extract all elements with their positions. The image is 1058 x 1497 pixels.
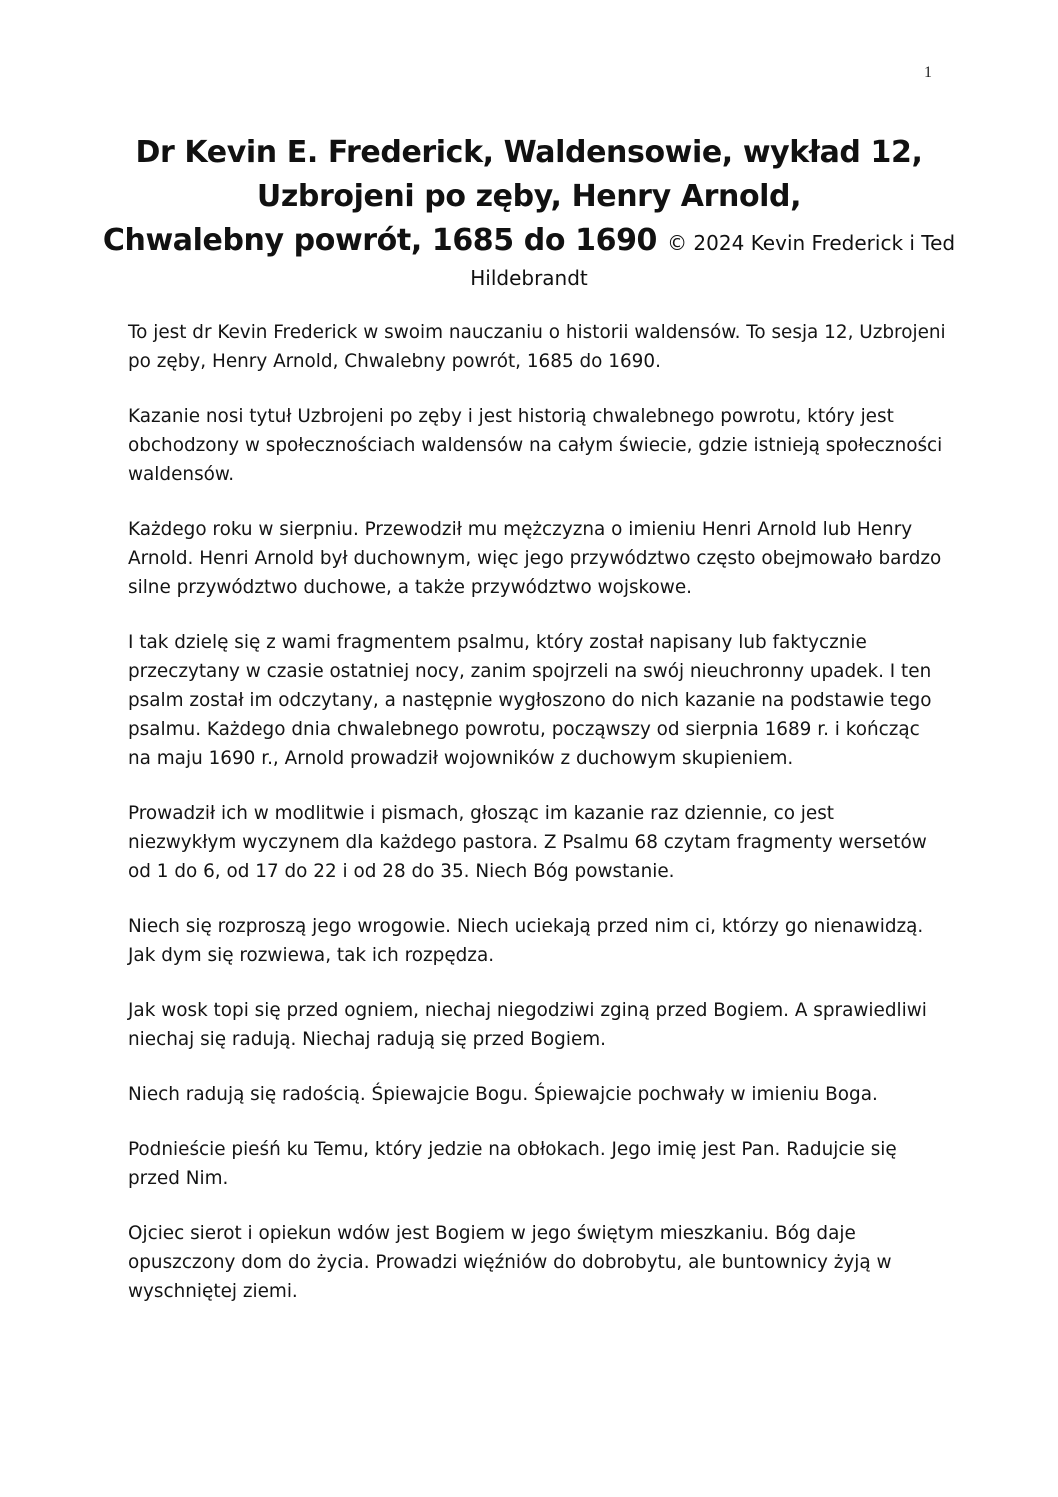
paragraph: Niech się rozproszą jego wrogowie. Niech uciekają przed nim ci, którzy go nienawidzą. Jak dym się rozwiewa, tak ich rozpędza. [128,916,924,966]
title-line-3 [0,219,1058,265]
title-line-3-text: Chwalebny powrót, 1685 do 1690 [102,223,658,258]
document-title [0,131,1058,293]
title-line-2: Uzbrojeni po zęby, Henry Arnold, [256,179,802,214]
paragraph: To jest dr Kevin Frederick w swoim nauczaniu o historii waldensów. To sesja 12, Uzbrojeni po zęby, Henry Arnold, Chwalebny powrót, 1685 do 1690. [128,322,946,372]
paragraph: Prowadził ich w modlitwie i pismach, głosząc im kazanie raz dziennie, co jest niezwykłym wyczynem dla każdego pastora. Z Psalmu 68 czytam fragmenty wersetów od 1 do 6, od 17 do 22 i od 28 do 35. Niech Bóg powstanie. [128,803,927,882]
title-line-1: Dr Kevin E. Frederick, Waldensowie, wykład 12, [135,135,923,170]
paragraph: Kazanie nosi tytuł Uzbrojeni po zęby i jest historią chwalebnego powrotu, który jest obchodzony w społecznościach waldensów na całym świecie, gdzie istnieją społeczności waldensów. [128,406,943,485]
paragraph: Niech radują się radością. Śpiewajcie Bogu. Śpiewajcie pochwały w imieniu Boga. [128,1084,878,1105]
copyright-notice: © 2024 Kevin Frederick i Ted [667,231,956,255]
page-number: 1 [924,64,932,81]
copyright-notice-cont: Hildebrandt [470,266,588,290]
paragraph: Każdego roku w sierpniu. Przewodził mu mężczyzna o imieniu Henri Arnold lub Henry Arnold. Henri Arnold był duchownym, więc jego przywództwo często obejmowało bardzo silne przywództwo duchowe, a także przywództwo wojskowe. [128,519,942,598]
paragraph: Jak wosk topi się przed ogniem, niechaj niegodziwi zginą przed Bogiem. A sprawiedliwi niechaj się radują. Niechaj radują się przed Bogiem. [128,1000,927,1050]
paragraph: Podnieście pieśń ku Temu, który jedzie na obłokach. Jego imię jest Pan. Radujcie się przed Nim. [128,1139,897,1189]
document-body [128,318,948,1332]
paragraph: I tak dzielę się z wami fragmentem psalmu, który został napisany lub faktycznie przeczytany w czasie ostatniej nocy, zanim spojrzeli na swój nieuchronny upadek. I ten psalm został im odczytany, a następnie wygłoszono do nich kazanie na podstawie tego psalmu. Każdego dnia chwalebnego powrotu, począwszy od sierpnia 1689 r. i kończąc na maju 1690 r., Arnold prowadził wojowników z duchowym skupieniem. [128,632,932,769]
paragraph: Ojciec sierot i opiekun wdów jest Bogiem w jego świętym mieszkaniu. Bóg daje opuszczony dom do życia. Prowadzi więźniów do dobrobytu, ale buntownicy żyją w wyschniętej ziemi. [128,1223,892,1302]
